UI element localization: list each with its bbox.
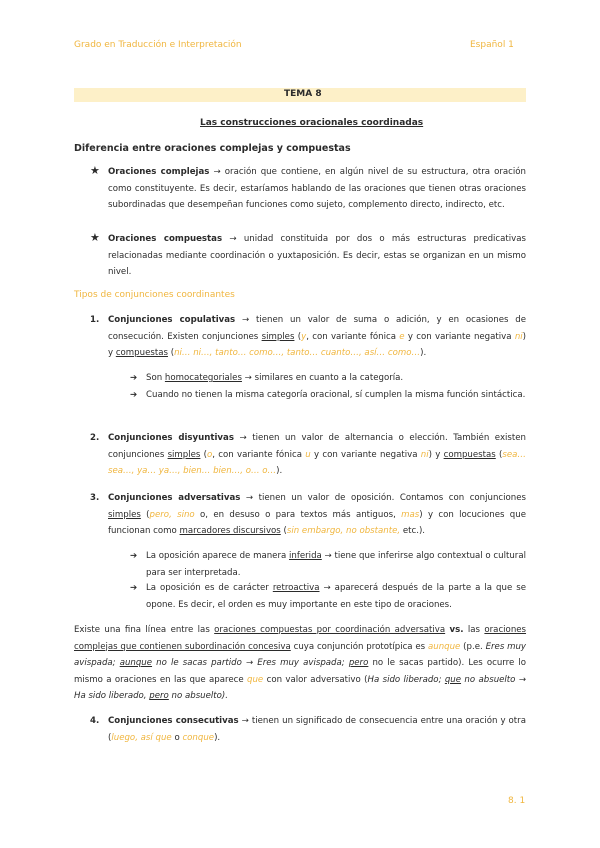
list-number: 1.	[90, 315, 100, 325]
star-icon: ★	[90, 164, 100, 177]
topic-label: TEMA 8	[284, 89, 322, 99]
section-heading-1: Diferencia entre oraciones complejas y compuestas	[74, 143, 351, 154]
term-compound: Oraciones compuestas	[108, 234, 223, 244]
arrow-icon: ➔	[130, 373, 138, 383]
document-course: Grado en Traducción e Interpretación	[74, 40, 242, 50]
star-icon: ★	[90, 231, 100, 244]
list-number: 3.	[90, 493, 100, 503]
complex-definition: Oraciones complejas → oración que contiene, en algún nivel de su estructura, otra oración como constituyente. Es decir, estaríamos hablando de las oraciones que tienen otras oraciones subordinadas que desempeñan funciones como sujeto, complemento directo, indirecto, etc.	[108, 167, 526, 211]
copulative-note-1: Son homocategoriales → similares en cuanto a la categoría.	[146, 373, 404, 383]
copulative-note-2: Cuando no tienen la misma categoría oracional, sí cumplen la misma función sintáctica.	[146, 390, 526, 400]
page-number: 8. 1	[508, 796, 526, 806]
list-number: 2.	[90, 433, 100, 443]
list-number: 4.	[90, 716, 100, 726]
disjunctive-item: Conjunciones disyuntivas → tienen un valor de alternancia o elección. También existen conjunciones simples (o, con variante fónica u y con variante negativa ni) y compuestas (sea… sea…, ya… ya…, bien… bien…, o… o…).	[108, 433, 527, 477]
arrow-icon: ➔	[130, 390, 138, 400]
copulative-item: Conjunciones copulativas → tienen un valor de suma o adición, y en ocasiones de consecución. Existen conjunciones simples (y, con variante fónica e y con variante negativa ni) y compuestas (ni… ni…, tanto… como…, tanto… cuanto…, así… como…).	[108, 315, 527, 359]
term-complex: Oraciones complejas	[108, 167, 210, 177]
page-title: Las construcciones oracionales coordinadas	[200, 118, 424, 128]
section-heading-2: Tipos de conjunciones coordinantes	[74, 290, 235, 300]
arrow-icon: ➔	[130, 551, 138, 561]
adversative-note-2: La oposición es de carácter retroactiva → aparecerá después de la parte a la que se opone. Es decir, el orden es muy importante en este tipo de oraciones.	[146, 583, 526, 610]
note-paragraph: Existe una fina línea entre las oraciones compuestas por coordinación adversativa vs. las oraciones complejas que contienen subordinación concesiva cuya conjunción prototípica es aunque (p.e. Eres muy avispada; aunque no le sacas partido → Eres muy avispada; pero no le sacas partido). Les ocurre lo mismo a oraciones en las que aparece que con valor adversativo (Ha sido liberado; que no absuelto → Ha sido liberado, pero no absuelto).	[74, 625, 527, 702]
compound-definition: Oraciones compuestas → unidad constituida por dos o más estructuras predicativas relacionadas mediante coordinación o yuxtaposición. Es decir, estas se organizan en un mismo nivel.	[108, 234, 527, 278]
adversative-item: Conjunciones adversativas → tienen un valor de oposición. Contamos con conjunciones simples (pero, sino o, en desuso o para textos más antiguos, mas) y con locuciones que funcionan como marcadores discursivos (sin embargo, no obstante, etc.).	[108, 493, 526, 537]
arrow-icon: ➔	[130, 583, 138, 593]
document-subject: Español 1	[470, 40, 514, 50]
adversative-note-1: La oposición aparece de manera inferida → tiene que inferirse algo contextual o cultural para ser interpretada.	[146, 551, 526, 578]
consecutive-item: Conjunciones consecutivas → tienen un significado de consecuencia entre una oración y otra (luego, así que o conque).	[108, 716, 526, 743]
